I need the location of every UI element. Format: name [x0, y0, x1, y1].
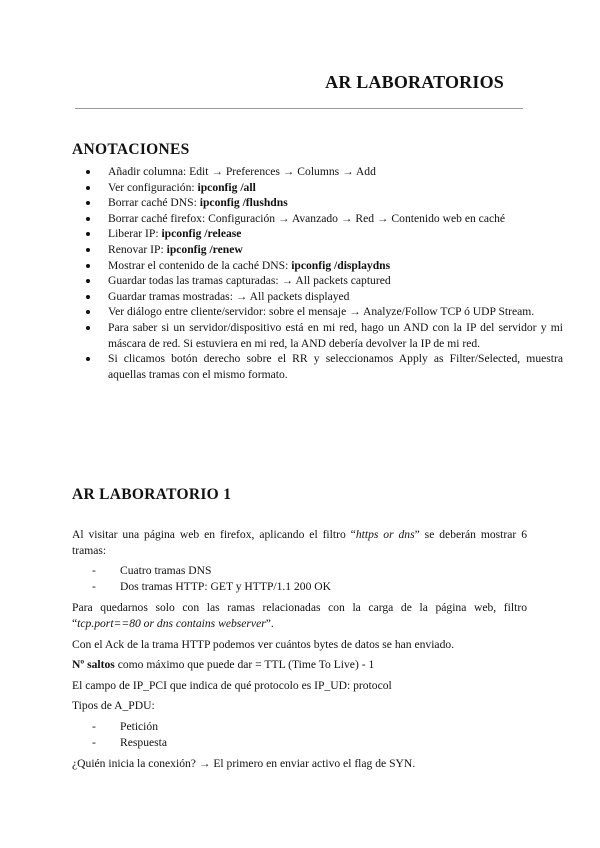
- list-item: - Dos tramas HTTP: GET y HTTP/1.1 200 OK: [120, 579, 527, 595]
- paragraph-ack: Con el Ack de la trama HTTP podemos ver cuántos bytes de datos se han enviado.: [72, 637, 455, 651]
- paragraph-protocol: El campo de IP_PCI que indica de qué protocolo es IP_UD: protocol: [72, 678, 392, 692]
- paragraph-ttl: Nº saltos como máximo que puede dar = TTL (Time To Live) - 1: [72, 658, 375, 672]
- lab1-heading: AR LABORATORIO 1: [72, 486, 232, 503]
- list-item: Guardar tramas mostradas: → All packets displayed: [108, 289, 563, 305]
- paragraph-syn: ¿Quién inicia la conexión? → El primero en enviar activo el flag de SYN.: [72, 757, 416, 771]
- list-item: Borrar caché firefox: Configuración → Avanzado → Red → Contenido web en caché: [108, 211, 563, 227]
- list-item: Ver diálogo entre cliente/servidor: sobre el mensaje → Analyze/Follow TCP ó UDP Stream.: [108, 304, 563, 320]
- list-item: - Respuesta: [120, 735, 527, 751]
- list-item: Para saber si un servidor/dispositivo está en mi red, hago un AND con la IP del servidor y mi máscara de red. Si estuviera en mi red, la AND debería devolver la IP de mi red.: [108, 320, 563, 350]
- list-item: Guardar todas las tramas capturadas: → All packets captured: [108, 273, 563, 289]
- anotaciones-list: [73, 164, 563, 382]
- page-title: AR LABORATORIOS: [325, 72, 504, 92]
- list-item: Liberar IP: ipconfig /release: [108, 226, 563, 242]
- paragraph-apdu: Tipos de A_PDU:: [72, 699, 155, 713]
- title-divider: [75, 108, 523, 109]
- paragraph-filter-web: Para quedarnos solo con las ramas relacionadas con la carga de la página web, filtro “tcp.port==80 or dns contains webserver”.: [72, 601, 527, 630]
- list-item: Ver configuración: ipconfig /all: [108, 180, 563, 196]
- paragraph-filter: Al visitar una página web en firefox, aplicando el filtro “https or dns” se deberán mostrar 6 tramas:: [72, 528, 527, 557]
- frames-list: [72, 563, 527, 594]
- lab1-body: [72, 527, 527, 777]
- list-item: Mostrar el contenido de la caché DNS: ipconfig /displaydns: [108, 258, 563, 274]
- anotaciones-heading: ANOTACIONES: [72, 141, 190, 158]
- list-item: Si clicamos botón derecho sobre el RR y seleccionamos Apply as Filter/Selected, muestra aquellas tramas con el mismo formato.: [108, 352, 563, 381]
- apdu-list: [72, 719, 527, 750]
- list-item: - Petición: [120, 719, 527, 735]
- list-item: Renovar IP: ipconfig /renew: [108, 242, 563, 258]
- list-item: Añadir columna: Edit → Preferences → Columns → Add: [108, 164, 563, 180]
- list-item: Borrar caché DNS: ipconfig /flushdns: [108, 195, 563, 211]
- list-item: - Cuatro tramas DNS: [120, 563, 527, 579]
